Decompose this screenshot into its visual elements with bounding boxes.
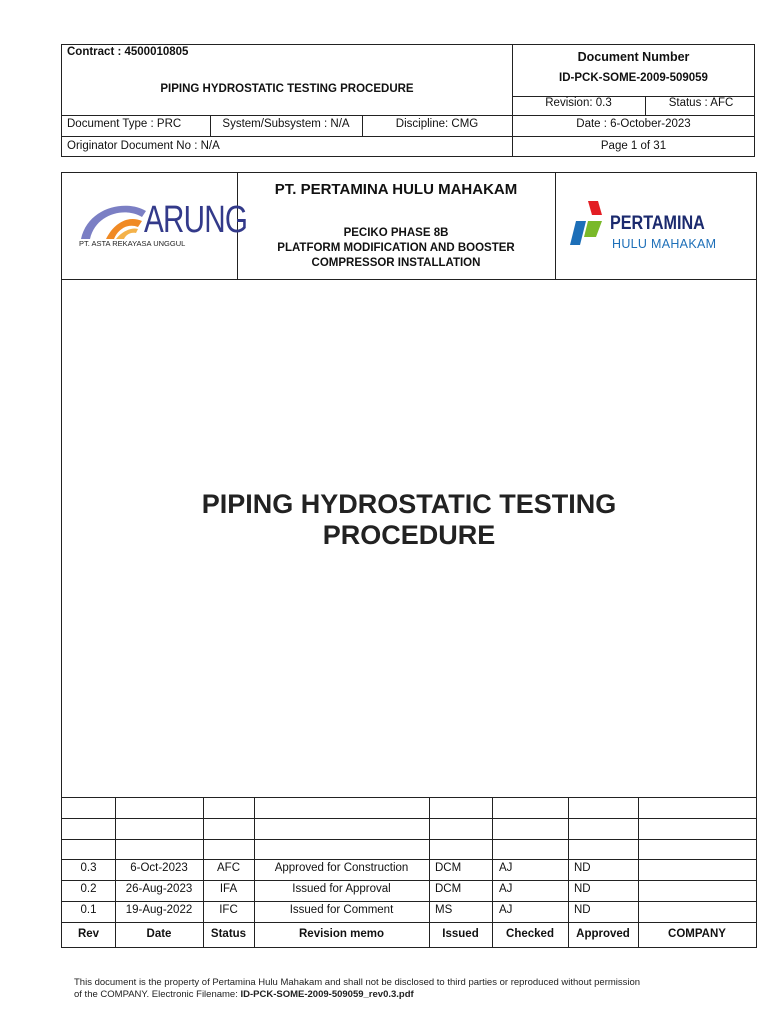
status: Status : AFC bbox=[668, 97, 734, 109]
system-subsystem: System/Subsystem : N/A bbox=[222, 118, 350, 130]
cover-main-box: ARUNG PT. ASTA REKAYASA UNGGUL PT. PERTAMINA HULU MAHAKAM PECIKO PHASE 8B PLATFORM MODIFICATION AND BOOSTER COMPRESSOR INSTALLATION PERTAMINA HULU MAHAKAM PIPING HYDROSTATIC TESTING PROCEDURE 0.3 6-Oct-2023 AFC Approved for Construction DCM AJ ND 0.2 26-Aug-2023 IFA Issued for Approval DCM AJ ND 0.1 19-Aug-2022 IFC Issued for Comment MS AJ ND Rev Date Status Revision memo Issued Checked Approved COMPANY bbox=[61, 172, 757, 948]
pertamina-logo-subtext: HULU MAHAKAM bbox=[612, 237, 717, 251]
pertamina-logo-text: PERTAMINA bbox=[610, 213, 705, 234]
doc-date: Date : 6-October-2023 bbox=[576, 118, 691, 130]
confidentiality-footer bbox=[74, 977, 724, 1001]
discipline: Discipline: CMG bbox=[395, 118, 479, 130]
document-title-line2: PROCEDURE bbox=[322, 520, 496, 550]
doc-type: Document Type : PRC bbox=[67, 118, 182, 130]
project-line3: COMPRESSOR INSTALLATION bbox=[311, 257, 481, 269]
footer-filename: ID-PCK-SOME-2009-509059_rev0.3.pdf bbox=[240, 989, 414, 1000]
footer-line2: of the COMPANY. Electronic Filename: ID-PCK-SOME-2009-509059_rev0.3.pdf bbox=[74, 989, 414, 1000]
arung-logo-subtext: PT. ASTA REKAYASA UNGGUL bbox=[79, 239, 186, 248]
project-line2: PLATFORM MODIFICATION AND BOOSTER bbox=[277, 242, 515, 254]
arung-logo-text: ARUNG bbox=[144, 199, 248, 241]
footer-line1: This document is the property of Pertamina Hulu Mahakam and shall not be disclosed to third parties or reproduced without permission bbox=[74, 977, 641, 988]
document-title-line1: PIPING HYDROSTATIC TESTING bbox=[201, 489, 617, 519]
project-phase: PECIKO PHASE 8B bbox=[343, 227, 449, 239]
pertamina-logo bbox=[568, 199, 718, 259]
header-title: PIPING HYDROSTATIC TESTING PROCEDURE bbox=[160, 83, 414, 95]
pertamina-logo-mark bbox=[568, 199, 606, 247]
page-number: Page 1 of 31 bbox=[600, 140, 667, 152]
company-name: PT. PERTAMINA HULU MAHAKAM bbox=[274, 181, 518, 198]
arung-logo bbox=[76, 197, 248, 253]
doc-number-label: Document Number bbox=[577, 50, 690, 64]
revision: Revision: 0.3 bbox=[545, 97, 612, 109]
doc-number: ID-PCK-SOME-2009-509059 bbox=[559, 72, 708, 84]
contract-number: Contract : 4500010805 bbox=[67, 46, 189, 58]
document-header-table bbox=[61, 44, 755, 157]
originator-doc-no: Originator Document No : N/A bbox=[67, 140, 220, 152]
